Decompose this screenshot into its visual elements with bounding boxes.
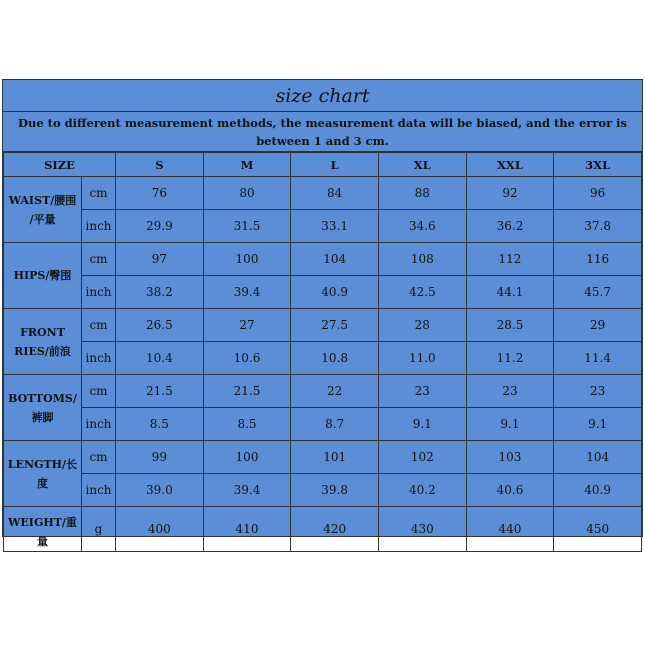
- value-cell: 430: [378, 507, 466, 552]
- value-cell: 84: [291, 177, 379, 210]
- size-header-3xl: 3XL: [554, 153, 642, 177]
- table-row: [4, 408, 642, 441]
- value-cell: 34.6: [378, 210, 466, 243]
- value-cell: 400: [116, 507, 204, 552]
- value-cell: 99: [116, 441, 204, 474]
- row-label-line: WAIST/腰围: [8, 193, 77, 207]
- value-cell: 88: [378, 177, 466, 210]
- size-chart: [2, 79, 643, 548]
- row-label: [4, 177, 82, 243]
- value-cell: 10.8: [291, 342, 379, 375]
- row-label-line: FRONT: [20, 325, 65, 339]
- value-cell: 420: [291, 507, 379, 552]
- row-label-line: /平量: [29, 212, 56, 226]
- value-cell: 450: [554, 507, 642, 552]
- table-row: [4, 474, 642, 507]
- table-row: [4, 507, 642, 552]
- value-cell: 440: [466, 507, 554, 552]
- value-cell: 21.5: [116, 375, 204, 408]
- header-row: [4, 153, 642, 177]
- size-header: SIZE: [4, 153, 116, 177]
- value-cell: 11.0: [378, 342, 466, 375]
- value-cell: 40.9: [554, 474, 642, 507]
- value-cell: 8.5: [116, 408, 204, 441]
- size-header-s: S: [116, 153, 204, 177]
- value-cell: 11.4: [554, 342, 642, 375]
- row-label: [4, 507, 82, 552]
- size-header-l: L: [291, 153, 379, 177]
- value-cell: 22: [291, 375, 379, 408]
- value-cell: 80: [203, 177, 291, 210]
- value-cell: 112: [466, 243, 554, 276]
- unit-cell: inch: [82, 276, 116, 309]
- value-cell: 8.7: [291, 408, 379, 441]
- unit-cell: inch: [82, 408, 116, 441]
- table-row: [4, 309, 642, 342]
- row-label-line: 量: [37, 535, 48, 548]
- value-cell: 26.5: [116, 309, 204, 342]
- table-row: [4, 177, 642, 210]
- size-header-xl: XL: [378, 153, 466, 177]
- value-cell: 29.9: [116, 210, 204, 243]
- row-label: [4, 243, 82, 309]
- value-cell: 101: [291, 441, 379, 474]
- value-cell: 39.4: [203, 276, 291, 309]
- value-cell: 23: [466, 375, 554, 408]
- value-cell: 116: [554, 243, 642, 276]
- value-cell: 31.5: [203, 210, 291, 243]
- value-cell: 9.1: [466, 408, 554, 441]
- table-row: [4, 441, 642, 474]
- value-cell: 9.1: [554, 408, 642, 441]
- value-cell: 33.1: [291, 210, 379, 243]
- value-cell: 40.2: [378, 474, 466, 507]
- value-cell: 42.5: [378, 276, 466, 309]
- row-label-line: RIES/前浪: [14, 344, 71, 358]
- unit-cell: inch: [82, 474, 116, 507]
- table-row: [4, 210, 642, 243]
- value-cell: 92: [466, 177, 554, 210]
- measurement-note: Due to different measurement methods, the measurement data will be biased, and the error is between 1 and 3 cm.: [3, 112, 642, 152]
- unit-cell: inch: [82, 342, 116, 375]
- chart-title: size chart: [3, 80, 642, 112]
- value-cell: 108: [378, 243, 466, 276]
- value-cell: 21.5: [203, 375, 291, 408]
- value-cell: 102: [378, 441, 466, 474]
- value-cell: 23: [554, 375, 642, 408]
- value-cell: 11.2: [466, 342, 554, 375]
- row-label-line: 裤脚: [31, 410, 54, 424]
- value-cell: 39.4: [203, 474, 291, 507]
- value-cell: 10.4: [116, 342, 204, 375]
- value-cell: 39.0: [116, 474, 204, 507]
- row-label: [4, 309, 82, 375]
- table-row: [4, 342, 642, 375]
- value-cell: 28.5: [466, 309, 554, 342]
- row-label: [4, 441, 82, 507]
- value-cell: 10.6: [203, 342, 291, 375]
- table-row: [4, 276, 642, 309]
- unit-cell: g: [82, 507, 116, 552]
- table-body: [4, 177, 642, 552]
- value-cell: 76: [116, 177, 204, 210]
- size-table: [3, 152, 642, 552]
- value-cell: 28: [378, 309, 466, 342]
- row-label-line: WEIGHT/重: [8, 516, 77, 529]
- value-cell: 40.9: [291, 276, 379, 309]
- value-cell: 104: [554, 441, 642, 474]
- value-cell: 27: [203, 309, 291, 342]
- value-cell: 36.2: [466, 210, 554, 243]
- unit-cell: cm: [82, 375, 116, 408]
- row-label-line: 度: [37, 476, 48, 490]
- value-cell: 100: [203, 441, 291, 474]
- value-cell: 8.5: [203, 408, 291, 441]
- row-label: [4, 375, 82, 441]
- row-label-line: BOTTOMS/: [8, 391, 77, 405]
- value-cell: 45.7: [554, 276, 642, 309]
- value-cell: 23: [378, 375, 466, 408]
- value-cell: 9.1: [378, 408, 466, 441]
- row-label-line: HIPS/臀围: [13, 269, 72, 282]
- value-cell: 37.8: [554, 210, 642, 243]
- value-cell: 29: [554, 309, 642, 342]
- value-cell: 44.1: [466, 276, 554, 309]
- size-header-m: M: [203, 153, 291, 177]
- unit-cell: cm: [82, 441, 116, 474]
- unit-cell: cm: [82, 177, 116, 210]
- value-cell: 100: [203, 243, 291, 276]
- value-cell: 104: [291, 243, 379, 276]
- table-row: [4, 243, 642, 276]
- value-cell: 96: [554, 177, 642, 210]
- unit-cell: cm: [82, 243, 116, 276]
- unit-cell: inch: [82, 210, 116, 243]
- value-cell: 27.5: [291, 309, 379, 342]
- value-cell: 410: [203, 507, 291, 552]
- value-cell: 103: [466, 441, 554, 474]
- row-label-line: LENGTH/长: [7, 457, 78, 471]
- table-row: [4, 375, 642, 408]
- value-cell: 38.2: [116, 276, 204, 309]
- unit-cell: cm: [82, 309, 116, 342]
- value-cell: 40.6: [466, 474, 554, 507]
- value-cell: 39.8: [291, 474, 379, 507]
- size-header-xxl: XXL: [466, 153, 554, 177]
- value-cell: 97: [116, 243, 204, 276]
